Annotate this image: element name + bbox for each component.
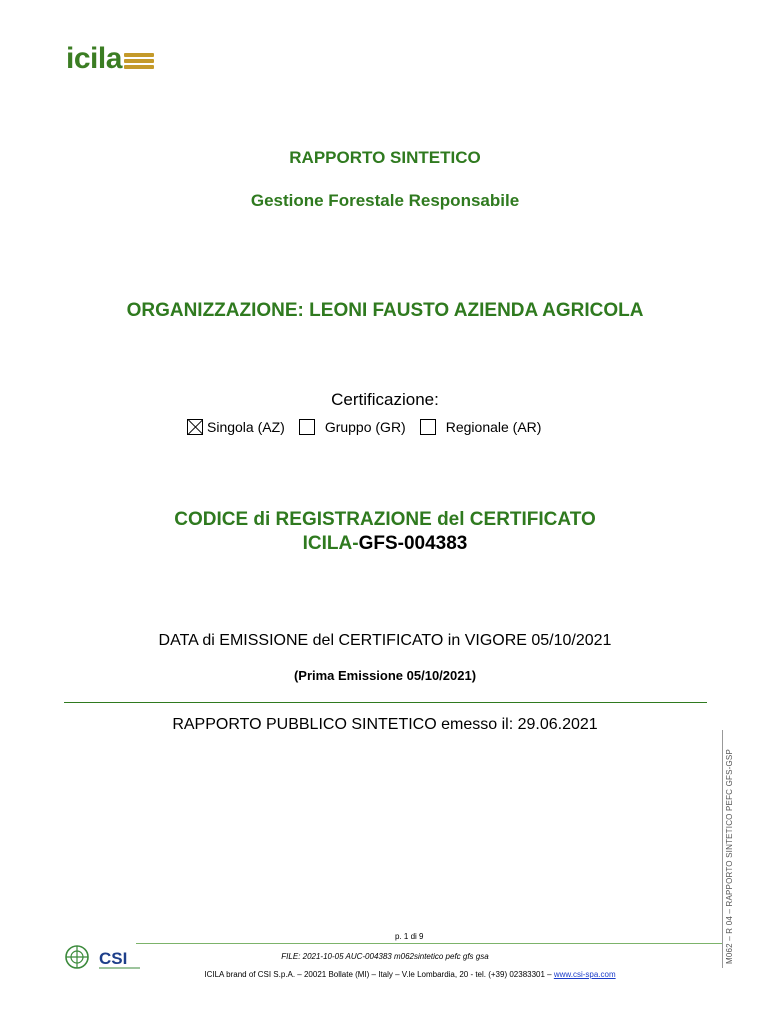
- code-number: GFS-004383: [358, 533, 468, 554]
- checkbox-singola[interactable]: [187, 419, 203, 435]
- option-regionale-label: Regionale (AR): [445, 419, 542, 435]
- option-gruppo-label: Gruppo (GR): [324, 419, 406, 435]
- report-title: RAPPORTO SINTETICO: [289, 148, 481, 167]
- file-reference: FILE: 2021-10-05 AUC-004383 m062sintetico pefc gfs gsa: [281, 952, 489, 961]
- code-prefix: ICILA-: [302, 533, 359, 554]
- footer-address: [0, 970, 770, 979]
- page-number: p. 1 di 9: [395, 932, 424, 941]
- issue-date: DATA di EMISSIONE del CERTIFICATO in VIGORE 05/10/2021: [158, 632, 612, 649]
- footer-divider: [136, 943, 722, 944]
- logo-wordmark: icila: [66, 42, 122, 75]
- address-text: ICILA brand of CSI S.p.A. – 20021 Bollate (MI) – Italy – V.le Lombardia, 20 - tel. (+39) 02383301 –: [204, 970, 554, 979]
- code-heading: CODICE di REGISTRAZIONE del CERTIFICATO: [174, 509, 596, 530]
- certification-label: Certificazione:: [331, 390, 439, 409]
- report-subtitle: Gestione Forestale Responsabile: [250, 191, 520, 210]
- csi-wordmark: CSI: [99, 949, 128, 968]
- option-singola-label: Singola (AZ): [207, 419, 285, 435]
- divider: [64, 702, 707, 703]
- checkbox-regionale[interactable]: [420, 419, 436, 435]
- side-document-code: M062 – R 04 – RAPPORTO SINTETICO PEFC GFS-GSP: [725, 749, 734, 964]
- first-issue: (Prima Emissione 05/10/2021): [293, 668, 477, 683]
- public-report-date: RAPPORTO PUBBLICO SINTETICO emesso il: 29.06.2021: [172, 716, 598, 733]
- checkbox-gruppo[interactable]: [299, 419, 315, 435]
- icila-logo: [66, 42, 154, 76]
- certificate-code: [0, 533, 770, 555]
- organization-heading: ORGANIZZAZIONE: LEONI FAUSTO AZIENDA AGRICOLA: [126, 300, 644, 321]
- logo-bars-icon: [124, 53, 154, 69]
- certification-options: [187, 419, 555, 435]
- website-link[interactable]: www.csi-spa.com: [553, 970, 616, 979]
